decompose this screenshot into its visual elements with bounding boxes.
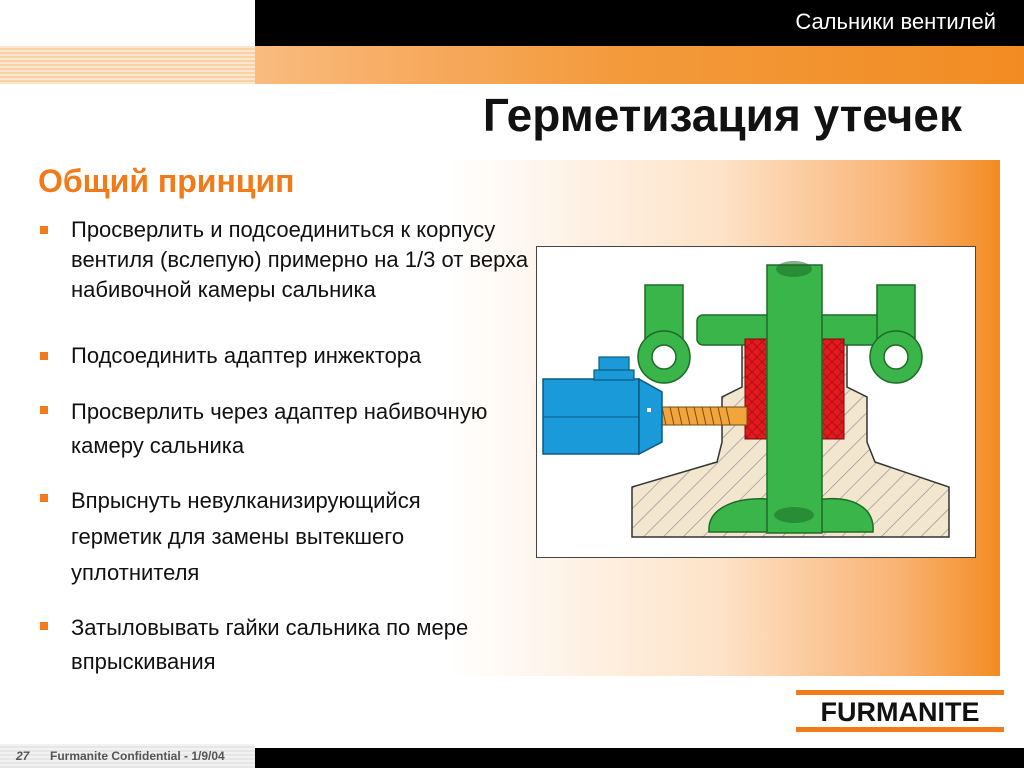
header-striped-band — [0, 46, 255, 84]
bullet-marker — [40, 494, 48, 502]
list-item — [40, 395, 531, 463]
header-bar — [255, 0, 1024, 46]
footer-text: Furmanite Confidential - 1/9/04 — [50, 749, 225, 763]
logo-text: FURMANITE — [820, 697, 980, 727]
section-title: Общий принцип — [38, 163, 295, 199]
bullet-text: Подсоединить адаптер инжектора — [71, 343, 422, 368]
list-item — [40, 611, 511, 679]
bullet-text: Просверлить через адаптер набивочную камеру сальника — [71, 399, 488, 458]
list-item — [40, 483, 535, 591]
bullet-text: Просверлить и подсоединиться к корпусу вентиля (вслепую) примерно на 1/3 от верха набивочной камеры сальника — [71, 217, 529, 302]
bullet-text: Впрыснуть невулканизирующийся герметик для замены вытекшего уплотнителя — [71, 488, 421, 585]
valve-stuffing-box-diagram-icon — [537, 247, 975, 557]
page-title: Герметизация утечек — [482, 89, 962, 141]
furmanite-logo-icon — [796, 690, 1004, 732]
bullet-text: Затыловывать гайки сальника по мере впрыскивания — [71, 615, 469, 674]
bullet-marker — [40, 352, 48, 360]
list-item — [40, 215, 531, 305]
bullet-marker — [40, 622, 48, 630]
list-item — [40, 341, 531, 371]
bullet-marker — [40, 226, 48, 234]
header-title: Сальники вентилей — [795, 9, 996, 34]
bullet-marker — [40, 406, 48, 414]
furmanite-logo — [796, 690, 1004, 732]
page-number: 27 — [16, 749, 30, 763]
content-panel-edge — [994, 160, 1000, 676]
footer-bar — [255, 748, 1024, 768]
valve-diagram — [536, 246, 976, 558]
